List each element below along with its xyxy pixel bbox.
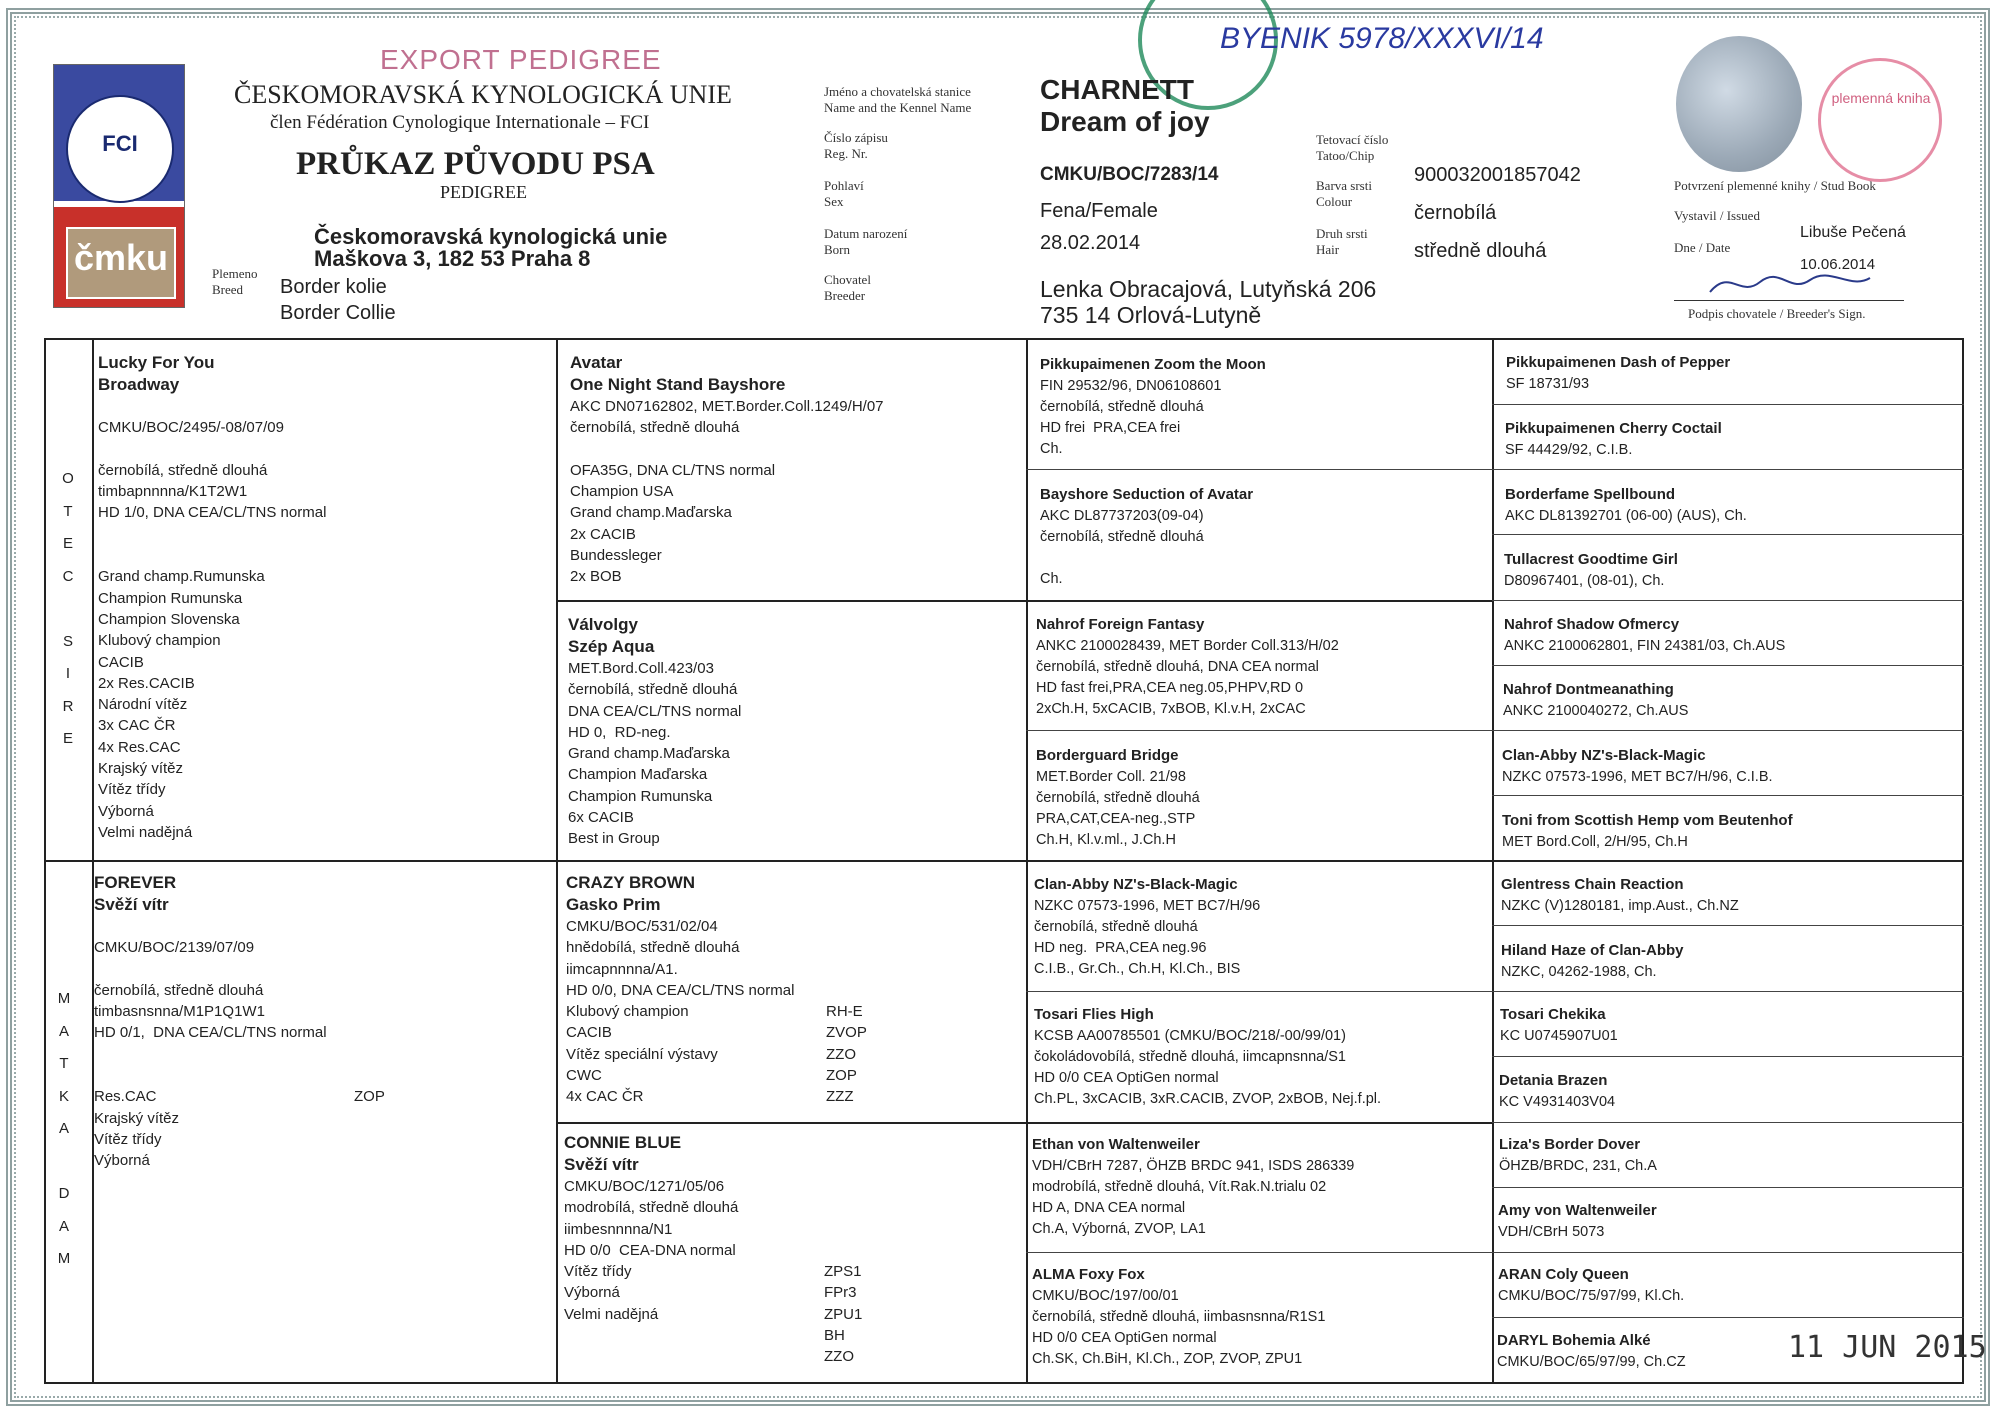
org-name: ČESKOMORAVSKÁ KYNOLOGICKÁ UNIE (234, 80, 732, 109)
title-code: BH (824, 1327, 845, 1345)
dog-name-line: Glentress Chain Reaction (1501, 876, 1684, 893)
breeder-label-en: Breeder (824, 288, 866, 303)
side-letter: T (63, 502, 73, 520)
detail-line (94, 959, 544, 980)
detail-line: Výborná (94, 1152, 150, 1170)
studbook-stamp-text: plemenná kniha (1831, 90, 1931, 106)
detail-line: AKC DL87737203(09-04) (1040, 508, 1204, 524)
great-great-grandparent-entry (1499, 1070, 1939, 1113)
great-great-grandparent-entry (1502, 745, 1942, 788)
colour-label-cz: Barva srsti (1316, 178, 1372, 193)
breed-label-en: Breed (212, 282, 244, 297)
detail-line: Ch.H, Kl.v.ml., J.Ch.H (1036, 832, 1176, 848)
dog-name-line: Bayshore Seduction of Avatar (1040, 486, 1254, 503)
chip-label-en: Tatoo/Chip (1316, 148, 1375, 163)
detail-line (98, 545, 548, 566)
side-letter: A (58, 1120, 69, 1137)
detail-line: černobílá, středně dlouhá, DNA CEA normal (1036, 659, 1319, 675)
detail-line: KC U0745907U01 (1500, 1028, 1618, 1044)
title-code: ZVOP (826, 1024, 867, 1042)
detail-line: NZKC, 04262-1988, Ch. (1501, 964, 1657, 980)
export-pedigree-stamp: EXPORT PEDIGREE (380, 44, 662, 75)
detail-line: Výborná (98, 802, 154, 820)
great-great-grandparent-entry (1501, 874, 1941, 917)
detail-line: černobílá, středně dlouhá (1034, 919, 1198, 935)
signature-label: Podpis chovatele / Breeder's Sign. (1688, 306, 1866, 321)
detail-line: Grand champ.Maďarska (570, 504, 732, 522)
grandsire-maternal-entry (566, 872, 1016, 1108)
grandsire-paternal-entry (570, 352, 1020, 588)
dog-name-line: Válvolgy (568, 615, 638, 634)
detail-line: černobílá, středně dlouhá (570, 419, 740, 437)
detail-line: Champion Slovenska (98, 610, 240, 628)
reg-label-cz: Číslo zápisu (824, 130, 888, 145)
dog-name-line: Amy von Waltenweiler (1498, 1202, 1657, 1219)
side-letter: A (58, 1022, 69, 1040)
side-letter: O (62, 470, 74, 487)
detail-line: KCSB AA00785501 (CMKU/BOC/218/-00/99/01) (1034, 1028, 1346, 1044)
detail-line: CMKU/BOC/2139/07/09 (94, 939, 255, 957)
chip-label-cz: Tetovací číslo (1316, 132, 1389, 147)
detail-line (94, 1044, 544, 1065)
side-letter (58, 600, 78, 633)
granddam-maternal-entry (564, 1132, 1014, 1368)
detail-line: Klubový champion RH-E (566, 1001, 1016, 1022)
detail-line: Ch.A, Výborná, ZVOP, LA1 (1032, 1221, 1206, 1237)
detail-line: 2x BOB (570, 568, 622, 586)
detail-line: HD fast frei,PRA,CEA neg.05,PHPV,RD 0 (1036, 680, 1304, 696)
detail-line (570, 439, 1020, 460)
side-letter: T (59, 1055, 69, 1072)
detail-line: čokoládovobílá, středně dlouhá, iimcapnsnna/S1 (1034, 1049, 1346, 1065)
name-label-cz: Jméno a chovatelská stanice (824, 84, 971, 99)
detail-line: DNA CEA/CL/TNS normal (568, 702, 742, 720)
detail-line: Velmi nadějná ZPU1 (564, 1304, 1014, 1325)
detail-line: FIN 29532/96, DN06108601 (1040, 378, 1222, 394)
dog-name-line: CONNIE BLUE (564, 1133, 682, 1152)
issued-date: 10.06.2014 (1800, 256, 1876, 273)
dog-name-line: Borderguard Bridge (1036, 747, 1179, 764)
great-great-grandparent-entry (1505, 418, 1945, 461)
dog-sex: Fena/Female (1040, 200, 1158, 222)
dog-name-line: Svěží vítr (564, 1155, 639, 1174)
detail-line: Grand champ.Maďarska (568, 745, 730, 763)
detail-line: MET Bord.Coll, 2/H/95, Ch.H (1502, 834, 1688, 850)
great-great-grandparent-entry (1499, 1134, 1939, 1177)
detail-line: Bundessleger (570, 547, 662, 565)
dog-name-line: Nahrof Foreign Fantasy (1036, 616, 1205, 633)
great-great-grandparent-entry (1503, 679, 1943, 722)
dog-name-line: Ethan von Waltenweiler (1032, 1136, 1200, 1153)
detail-line (98, 396, 548, 417)
dog-chip: 900032001857042 (1414, 164, 1581, 186)
great-great-grandparent-entry (1502, 810, 1942, 853)
dog-name-line: Borderfame Spellbound (1505, 486, 1676, 503)
detail-line (1040, 548, 1485, 569)
side-letter: A (58, 1217, 69, 1235)
title-code: FPr3 (824, 1284, 857, 1302)
detail-line: Vítěz třídy (98, 781, 166, 799)
hair-label-en: Hair (1316, 242, 1340, 257)
issuer-name: Českomoravská kynologická unie (314, 224, 668, 249)
detail-line: C.I.B., Gr.Ch., Ch.H, Kl.Ch., BIS (1034, 961, 1241, 977)
great-grandparent-entry (1040, 484, 1485, 590)
detail-line: Krajský vítěz (98, 760, 184, 778)
received-date-stamp: 11 JUN 2015 (1788, 1330, 1987, 1365)
detail-line: Res.CAC ZOP (94, 1086, 544, 1107)
detail-line: Ch.PL, 3xCACIB, 3xR.CACIB, ZVOP, 2xBOB, Nej.f.pl. (1034, 1091, 1382, 1107)
dog-reg-no: CMKU/BOC/7283/14 (1040, 164, 1219, 185)
date-label: Dne / Date (1674, 240, 1731, 255)
detail-line: HD 0/0 CEA-DNA normal (564, 1241, 736, 1259)
dog-name-line: ARAN Coly Queen (1498, 1266, 1629, 1283)
detail-line: Velmi nadějná (98, 823, 193, 841)
title-code: ZPU1 (824, 1305, 863, 1323)
colour-label-en: Colour (1316, 194, 1353, 209)
dog-name-line: DARYL Bohemia Alké (1497, 1332, 1651, 1349)
dog-name-line: Clan-Abby NZ's-Black-Magic (1034, 876, 1238, 893)
detail-line: Grand champ.Rumunska (98, 568, 265, 586)
title-code: ZZO (824, 1348, 854, 1366)
sire-side-label (58, 470, 78, 763)
breeder-label-cz: Chovatel (824, 272, 871, 287)
side-letter: D (58, 1185, 70, 1202)
detail-line: timbasnsnna/M1P1Q1W1 (94, 1003, 265, 1021)
detail-line: 2x CACIB (570, 525, 636, 543)
detail-line: HD 0, RD-neg. (568, 723, 671, 741)
detail-line: 2x Res.CACIB (98, 674, 195, 692)
detail-line: SF 18731/93 (1506, 376, 1590, 392)
detail-line: Ch. (1040, 571, 1063, 587)
reg-label-en: Reg. Nr. (824, 146, 868, 161)
side-letter (54, 1153, 74, 1186)
name-label-en: Name and the Kennel Name (824, 100, 972, 115)
detail-line: CMKU/BOC/75/97/99, Kl.Ch. (1498, 1288, 1685, 1304)
dog-name-line: Hiland Haze of Clan-Abby (1501, 942, 1684, 959)
side-letter: S (62, 632, 73, 650)
great-grandparent-entry (1036, 614, 1481, 720)
dog-name-line: One Night Stand Bayshore (570, 375, 786, 394)
issued-by: Libuše Pečená (1800, 224, 1906, 241)
dog-name: Dream of joy (1040, 106, 1210, 137)
dog-name-line: Nahrof Shadow Ofmercy (1504, 616, 1680, 633)
side-letter: E (62, 535, 73, 552)
detail-line (94, 1065, 544, 1086)
detail-line: NZKC 07573-1996, MET BC7/H/96, C.I.B. (1502, 769, 1773, 785)
fci-seal-icon: FCI (66, 95, 174, 203)
side-letter: R (62, 697, 74, 715)
great-great-grandparent-entry (1506, 352, 1946, 395)
detail-line (98, 439, 548, 460)
dog-name-line: Tosari Flies High (1034, 1006, 1154, 1023)
dog-name-line: Nahrof Dontmeanathing (1503, 681, 1674, 698)
doc-subtitle: PEDIGREE (440, 182, 527, 202)
born-label-en: Born (824, 242, 850, 257)
detail-line: AKC DL81392701 (06-00) (AUS), Ch. (1505, 508, 1747, 524)
detail-line: NZKC (V)1280181, imp.Aust., Ch.NZ (1501, 898, 1739, 914)
great-great-grandparent-entry (1504, 549, 1944, 592)
detail-line: ANKC 2100028439, MET Border Coll.313/H/02 (1036, 638, 1339, 654)
born-label-cz: Datum narození (824, 226, 908, 241)
side-letter: M (57, 990, 71, 1007)
detail-line: CMKU/BOC/65/97/99, Ch.CZ (1497, 1354, 1686, 1370)
hologram-seal (1676, 36, 1802, 172)
hair-label-cz: Druh srsti (1316, 226, 1368, 241)
dog-name-line: CRAZY BROWN (566, 873, 696, 892)
detail-line: HD neg. PRA,CEA neg.96 (1034, 940, 1207, 956)
dog-hair: středně dlouhá (1414, 240, 1547, 262)
detail-line: Champion Rumunska (568, 787, 713, 805)
great-great-grandparent-entry (1500, 1004, 1940, 1047)
detail-line: černobílá, středně dlouhá (568, 681, 738, 699)
detail-line: Champion Maďarska (568, 766, 708, 784)
detail-line: iimbesnnnna/N1 (564, 1220, 673, 1238)
dog-name-line: Toni from Scottish Hemp vom Beutenhof (1502, 812, 1793, 829)
great-great-grandparent-entry (1498, 1264, 1938, 1307)
dog-born: 28.02.2014 (1040, 232, 1141, 254)
detail-line: ANKC 2100062801, FIN 24381/03, Ch.AUS (1504, 638, 1786, 654)
detail-line: HD A, DNA CEA normal (1032, 1200, 1186, 1216)
side-letter: M (57, 1250, 71, 1267)
detail-line: CMKU/BOC/1271/05/06 (564, 1178, 725, 1195)
great-great-grandparent-entry (1501, 940, 1941, 983)
dog-name-line: Liza's Border Dover (1499, 1136, 1641, 1153)
detail-line: CWC ZOP (566, 1065, 1016, 1086)
detail-line: CACIB (98, 653, 144, 671)
dog-name-line: Gasko Prim (566, 895, 661, 914)
side-letter: C (62, 567, 74, 585)
dog-name-line: Tosari Chekika (1500, 1006, 1606, 1023)
dog-name-line: Tullacrest Goodtime Girl (1504, 551, 1678, 568)
detail-line: modrobílá, středně dlouhá (564, 1199, 739, 1217)
detail-line: 3x CAC ČR (98, 717, 176, 735)
detail-line: HD 0/0 CEA OptiGen normal (1034, 1070, 1219, 1086)
title-code: RH-E (826, 1003, 863, 1021)
detail-line: timbapnnnna/K1T2W1 (98, 483, 248, 501)
detail-line: NZKC 07573-1996, MET BC7/H/96 (1034, 898, 1261, 914)
detail-line (564, 1325, 1014, 1346)
title-code: ZOP (826, 1067, 857, 1085)
cmku-logo-icon: čmku (66, 227, 176, 299)
detail-line: ÖHZB/BRDC, 231, Ch.A (1499, 1158, 1657, 1174)
detail-line: hnědobílá, středně dlouhá (566, 939, 740, 957)
detail-line: Champion Rumunska (98, 589, 243, 607)
great-grandparent-entry (1040, 354, 1485, 460)
side-letter: K (58, 1087, 69, 1105)
detail-line: iimcapnnnna/A1. (566, 960, 678, 978)
dog-name-line: Broadway (98, 375, 180, 394)
detail-line: černobílá, středně dlouhá, iimbasnsnna/R1S1 (1032, 1309, 1326, 1325)
dog-name-line: Avatar (570, 353, 623, 372)
detail-line: černobílá, středně dlouhá (98, 461, 268, 479)
dog-name-line: Pikkupaimenen Zoom the Moon (1040, 356, 1266, 373)
detail-line: D80967401, (08-01), Ch. (1504, 573, 1665, 589)
detail-line: Klubový champion (98, 632, 221, 650)
dog-name-line: Svěží vítr (94, 895, 169, 914)
detail-line: VDH/CBrH 7287, ÖHZB BRDC 941, ISDS 286339 (1032, 1158, 1355, 1174)
breeder-signature (1700, 264, 1880, 304)
detail-line: modrobílá, středně dlouhá, Vít.Rak.N.trialu 02 (1032, 1179, 1327, 1195)
detail-line: černobílá, středně dlouhá (1036, 790, 1200, 806)
great-grandparent-entry (1034, 1004, 1484, 1110)
dog-kennel: CHARNETT (1040, 74, 1194, 105)
breeder-line2: 735 14 Orlová-Lutyně (1040, 302, 1262, 328)
detail-line: HD 0/0, DNA CEA/CL/TNS normal (566, 981, 795, 999)
detail-line: černobílá, středně dlouhá (1040, 399, 1204, 415)
granddam-paternal-entry (568, 614, 1018, 850)
great-great-grandparent-entry (1498, 1200, 1938, 1243)
dog-name-line: Clan-Abby NZ's-Black-Magic (1502, 747, 1706, 764)
dog-name-line: Pikkupaimenen Cherry Coctail (1505, 420, 1722, 437)
detail-line: Krajský vítěz (94, 1109, 180, 1127)
studbook-label: Potvrzení plemenné knihy / Stud Book (1674, 178, 1876, 193)
great-great-grandparent-entry (1505, 484, 1945, 527)
fci-member: člen Fédération Cynologique Internationale – FCI (270, 112, 650, 133)
detail-line: 6x CACIB (568, 809, 634, 827)
fci-cmku-logo (53, 64, 185, 308)
detail-line: Národní vítěz (98, 696, 188, 714)
dam-side-label (54, 990, 74, 1283)
dog-name-line: FOREVER (94, 873, 177, 892)
detail-line: HD frei PRA,CEA frei (1040, 420, 1181, 436)
detail-line: CMKU/BOC/197/00/01 (1032, 1288, 1179, 1304)
breed-en: Border Collie (280, 302, 396, 324)
dog-colour: černobílá (1414, 202, 1497, 224)
issuer-address: Maškova 3, 182 53 Praha 8 (314, 246, 591, 271)
detail-line: Vítěz třídy (94, 1130, 162, 1148)
title-code: ZOP (354, 1088, 385, 1106)
title-code: ZZO (826, 1045, 856, 1063)
title-code: ZPS1 (824, 1263, 862, 1281)
detail-line (564, 1346, 1014, 1367)
studbook-stamp (1818, 58, 1942, 182)
sex-label-cz: Pohlaví (824, 178, 864, 193)
dog-name-line: Pikkupaimenen Dash of Pepper (1506, 354, 1731, 371)
detail-line: Ch.SK, Ch.BiH, Kl.Ch., ZOP, ZVOP, ZPU1 (1032, 1351, 1303, 1367)
detail-line: Champion USA (570, 483, 674, 501)
detail-line: HD 1/0, DNA CEA/CL/TNS normal (98, 504, 327, 522)
dog-name-line: ALMA Foxy Fox (1032, 1266, 1145, 1283)
sex-label-en: Sex (824, 194, 844, 209)
detail-line: ANKC 2100040272, Ch.AUS (1503, 703, 1689, 719)
detail-line: CACIB ZVOP (566, 1022, 1016, 1043)
detail-line: černobílá, středně dlouhá (94, 981, 264, 999)
detail-line: HD 0/1, DNA CEA/CL/TNS normal (94, 1024, 327, 1042)
detail-line (94, 916, 544, 937)
detail-line: OFA35G, DNA CL/TNS normal (570, 461, 776, 479)
doc-title: PRŮKAZ PŮVODU PSA (296, 146, 655, 182)
handwritten-note: BYENIK 5978/XXXVI/14 (1220, 22, 1544, 55)
detail-line: černobílá, středně dlouhá (1040, 529, 1204, 545)
issued-label: Vystavil / Issued (1674, 208, 1760, 223)
detail-line: Výborná FPr3 (564, 1282, 1014, 1303)
detail-line: HD 0/0 CEA OptiGen normal (1032, 1330, 1217, 1346)
detail-line: 4x Res.CAC (98, 738, 181, 756)
side-letter: I (65, 665, 71, 682)
dog-name-line: Detania Brazen (1499, 1072, 1608, 1089)
detail-line: Vítěz speciální výstavy ZZO (566, 1044, 1016, 1065)
great-great-grandparent-entry (1504, 614, 1944, 657)
detail-line: 4x CAC ČR ZZZ (566, 1086, 1016, 1107)
detail-line: MET.Bord.Coll.423/03 (568, 660, 714, 677)
dog-name-line: Szép Aqua (568, 637, 655, 656)
dog-name-line: Lucky For You (98, 353, 215, 372)
detail-line (98, 524, 548, 545)
great-grandparent-entry (1036, 745, 1481, 851)
detail-line: CMKU/BOC/531/02/04 (566, 918, 718, 935)
detail-line: Ch. (1040, 441, 1063, 457)
breeder-line1: Lenka Obracajová, Lutyňská 206 (1040, 276, 1377, 302)
title-code: ZZZ (826, 1088, 854, 1106)
detail-line: AKC DN07162802, MET.Border.Coll.1249/H/07 (570, 398, 884, 415)
detail-line: Best in Group (568, 830, 660, 848)
detail-line: VDH/CBrH 5073 (1498, 1224, 1605, 1240)
breed-cz: Border kolie (280, 276, 387, 298)
detail-line: CMKU/BOC/2495/-08/07/09 (98, 419, 284, 437)
detail-line: PRA,CAT,CEA-neg.,STP (1036, 811, 1196, 827)
breed-label-cz: Plemeno (212, 266, 258, 281)
detail-line: 2xCh.H, 5xCACIB, 7xBOB, Kl.v.H, 2xCAC (1036, 701, 1306, 717)
great-grandparent-entry (1032, 1264, 1482, 1370)
great-grandparent-entry (1034, 874, 1479, 980)
side-letter: E (62, 730, 73, 747)
sire-entry (98, 352, 548, 843)
detail-line: KC V4931403V04 (1499, 1094, 1616, 1110)
great-grandparent-entry (1032, 1134, 1482, 1240)
detail-line: SF 44429/92, C.I.B. (1505, 442, 1633, 458)
detail-line: MET.Border Coll. 21/98 (1036, 769, 1186, 785)
detail-line: Vítěz třídy ZPS1 (564, 1261, 1014, 1282)
dam-entry (94, 872, 544, 1172)
